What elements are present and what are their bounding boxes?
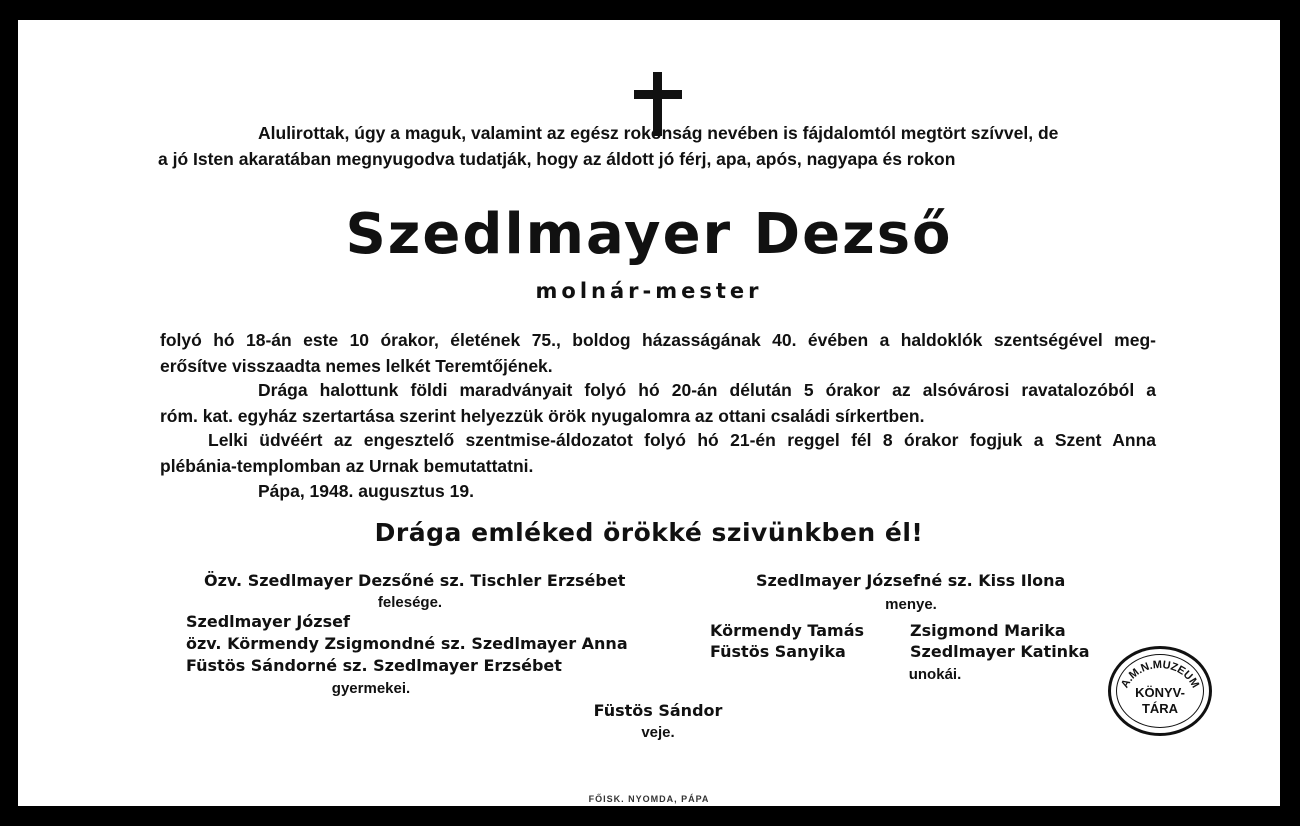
role-children: gyermekei. xyxy=(331,680,411,697)
mourner-child: özv. Körmendy Zsigmondné sz. Szedlmayer Anna xyxy=(186,634,628,653)
mourner-grandchild: Körmendy Tamás xyxy=(710,621,865,640)
paragraph-3-line-2: plébánia-templomban az Urnak bemutattatni. xyxy=(160,456,534,476)
intro-line-2: a jó Isten akaratában megnyugodva tudatják, hogy az áldott jó férj, apa, após, nagyapa és rokon xyxy=(158,149,956,169)
paragraph-1-line-2: erősítve visszaadta nemes lelkét Teremtőjének. xyxy=(160,356,553,376)
mourner-grandchild: Szedlmayer Katinka xyxy=(910,642,1090,661)
mourner-son-in-law: Füstös Sándor xyxy=(593,701,723,720)
paragraph-1-line-1: folyó hó 18-án este 10 órakor, életének 75., boldog házasságának 40. évében a haldoklók szentségével meg- xyxy=(160,330,1156,350)
deceased-title: molnár-mester xyxy=(535,279,763,303)
mourner-child: Füstös Sándorné sz. Szedlmayer Erzsébet xyxy=(186,656,562,675)
mourner-child: Szedlmayer József xyxy=(186,612,350,631)
mourner-grandchild: Füstös Sanyika xyxy=(710,642,846,661)
stamp-line-1: KÖNYV- xyxy=(1135,685,1185,700)
role-wife: felesége. xyxy=(377,594,443,611)
paragraph-2-line-2: róm. kat. egyház szertartása szerint helyezzük örök nyugalomra az ottani családi sírkertben. xyxy=(160,406,925,426)
mourner-grandchild: Zsigmond Marika xyxy=(910,621,1066,640)
intro-line-1: Alulirottak, úgy a maguk, valamint az egész rokonság nevében is fájdalomtól megtört szívvel, de xyxy=(258,123,1059,143)
role-daughter-in-law: menye. xyxy=(885,596,937,613)
deceased-name: Szedlmayer Dezső xyxy=(345,202,953,267)
svg-text:A.M.N.MUZEUM: A.M.N.MUZEUM xyxy=(1118,658,1202,691)
paragraph-2-line-1: Drága halottunk földi maradványait folyó hó 20-án délután 5 órakor az alsóvárosi ravatalozóból a xyxy=(258,380,1156,400)
obituary-card xyxy=(18,20,1280,806)
memorial-motto: Drága emléked örökké szivünkben él! xyxy=(374,518,924,547)
stamp-line-2: TÁRA xyxy=(1141,701,1179,716)
place-date: Pápa, 1948. augusztus 19. xyxy=(258,481,474,501)
paragraph-3-line-1: Lelki üdvéért az engesztelő szentmise-áldozatot folyó hó 21-én reggel fél 8 órakor fogjuk a Szent Anna xyxy=(208,430,1156,450)
mourner-wife: Özv. Szedlmayer Dezsőné sz. Tischler Erzsébet xyxy=(204,571,626,590)
role-son-in-law: veje. xyxy=(641,724,675,741)
mourner-daughter-in-law: Szedlmayer Józsefné sz. Kiss Ilona xyxy=(756,571,1066,590)
library-stamp xyxy=(1108,646,1212,736)
printer-imprint: FŐISK. NYOMDA, PÁPA xyxy=(588,794,710,804)
role-grandchildren: unokái. xyxy=(908,666,962,683)
